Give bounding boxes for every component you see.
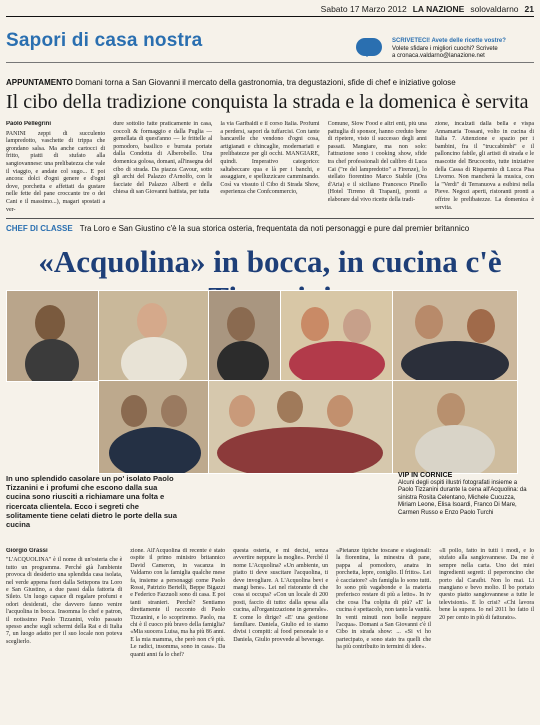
- header-paper: LA NAZIONE: [412, 4, 465, 14]
- story2-kicker-text: Tra Loro e San Giustino c'è la sua storica osteria, frequentata da noti personaggi e pure dal premier britannico: [79, 224, 470, 233]
- photo-guest-6: [98, 380, 210, 474]
- story1-body: [6, 121, 534, 213]
- page-header: [6, 4, 534, 16]
- photo-guest-1: [6, 290, 100, 382]
- section-rule: [6, 62, 534, 63]
- story1-kicker: [6, 78, 456, 87]
- photo-guest-2: [98, 290, 210, 382]
- header-rule: [6, 16, 534, 17]
- header-date: Sabato 17 Marzo 2012: [320, 4, 407, 14]
- header-edition: solovaldarno: [470, 4, 519, 14]
- story2-body: [6, 548, 534, 720]
- story2-kicker: [6, 224, 469, 233]
- story1-column-4: Comune, Slow Food e altri enti, più una pattuglia di sponsor, hanno creduto bene di ripetere, visto il successo degli anni passati. Mangiare, ma non solo: l'attrazione sono i cooking show, sfide tra chef professionali del calibro di Luca Cai ("re del lampredotto" a Firenze), lo stellato fiorentino Marco Stabile (Ora d'Aria) e il siciliano Francesco Pinello (Hotel Tirreno di Trapani), pronti a elaborare dal vivo ricette della tradi-: [327, 121, 427, 203]
- vip-caption-text: Alcuni degli ospiti illustri fotografati insieme a Paolo Tizzanini durante la cena all'Acquolina: da sinistra Rosita Celentano, Michele Cucuzza, Miriam Leone, Elisa Isoardi, Franco Di Mare, Carmen Russo e Enzo Paolo Turchi: [398, 479, 527, 516]
- story2-lead: In uno splendido casolare un po' isolato Paolo Tizzanini e i profumi che escono dalla sua cucina sono riusciti a richiamare una folta e ricercata clientela. Ecco i segreti che solitamente tiene celati dietro le porte della sua cucina: [6, 474, 177, 530]
- section-title: Sapori di casa nostra: [6, 30, 203, 51]
- photo-guest-4: [280, 290, 394, 382]
- story1-column-5: zione, incalzati dalla bella e vispa Annamaria Tossani, volto in cucina di Italia 7. Attenzione e spazio per i bambini, fra il "truccabimbi" e il palloncino fabile, gli artisti di strada e le mascotte del Brucocotto, tutte iniziative della Cassa di Risparmio di Lucca Pisa Livorno. Non mancherà la musica, con la "Verdi" di Terranuova a esibirsi nella Pieve. Negozi aperti, ristoranti pronti a offrire le prelibatezze. La domenica è servita.: [434, 121, 534, 211]
- vip-caption-box: [398, 472, 534, 517]
- contact-line-2: Volete sfidare i migliori cuochi? Scrivete: [392, 45, 498, 52]
- story2-column-5: «Il pollo, fatto in tutti i modi, e lo stufato alla sangiovannese. Da me è sempre nella carta. Uno dei miei ingredienti segreti: il peperoncino che porto dal Caraibi. Non lo mai. Li mangiano e bevo molto. Il bo portato questo piatto sangiovannese a tutte le televisioni». E lo crisi? «Chi lavora bene la supera. Io nel 2011 ho fatto il 20 per cento in più di fatturato».: [439, 548, 534, 621]
- story1-headline: Il cibo della tradizione conquista la strada e la domenica è servita: [6, 91, 529, 113]
- story2-byline: Giorgio Grassi: [6, 548, 48, 554]
- story1-kicker-label: APPUNTAMENTO: [6, 78, 73, 87]
- story2-headline: «Acquolina» in bocca, in cucina c'è: [38, 244, 502, 279]
- header-page-number: 21: [524, 4, 534, 14]
- story2-column-1: [6, 548, 122, 720]
- story2-column-4: «Pietanze tipiche toscane e stagionali: la fiorentina, la minestra di pane, pappa al pomodoro, anatra in porchetta, lepre, coniglio. Il fritto». Lei è cacciatore? «In famiglia lo sono tutti. Io sono più vagabonde e la materia preferisco restare di più a letto». In tv che cosa l'ha colpita di più? «E' la cucina è spettacolo, non tanto la vanità. In venti minuti non bolle neppure l'acqua». Domani a San Giovanni c'è il Cibo in strada show: ... «Si vi ho partecipato, e sono stato tra quelli che ha più contribuito in termini di idee».: [336, 548, 432, 651]
- story2-column-3: questa osteria, e mi decisi, senza avvertire neppure la moglie». Perché il nome L'Acquolina? «Un ambiente, un piatto ti deve suscitare l'acquolina, ti deve invogliare. A L'Acquolina bevi e mangi bene». Lei nel ristorante di che cosa si occupa? «Con un locale di 200 posti, faccio di tutto: dalla spesa alla cucina, all'organizzazione in generale». E come lo dirige? «E' una gestione familiare. Daniela, Giulio ed io siamo divisi i compiti: al food personale io e Daniela, Giulio provvede al beverage.: [233, 548, 329, 643]
- story1-column-2: dure sottolio fatte praticamente in casa, coccoli & formaggio e dalla Puglia — gemellata di quest'anno — le frittelle al pomodoro, basilico e burrata portate dalla Condotta di Alberobello. Una domenica golosa, domani, all'insegna del cibo di strada. Da piazza Cavour, sotto gli archi del Palazzo d'Arnolfo, con le facciate del Palazzo Alberti e della chiesa di san Giovanni battista, per tutta: [113, 121, 213, 196]
- vip-caption-title: VIP IN CORNICE: [398, 472, 453, 479]
- story1-kicker-text: Domani torna a San Giovanni il mercato della gastronomia, tra degustazioni, sfide di chef e iniziative golose: [75, 78, 456, 87]
- photo-collage: [6, 290, 516, 472]
- story2-column-1-text: "L'ACQUOLINA" è il nome di un'osteria che è tutto un programma. Perché già l'ambiente provoca di desiderio una splendida casa isolata, nel verde appena fuori dalla Settepons tra Loro e San Giustino, a due passi dalla fattoria di Sileto. Un luogo capace di regalare profumi e odori desiderati, che davvero fanno venire l'acquolina in bocca. Insomma lo chef e patron, il notissimo Paolo Tizzanini, volto passato spesso anche sugli schermi della Rai e di Italia 7, un luogo adatto per il suo locale non poteva sceglierlo.: [6, 557, 123, 645]
- story2-column-2: zione. All'Acquolina di recente è stato ospite il primo ministro britannico David Cameron, in vacanza in Valdarno con la famiglia qualche mese fa, insieme a personaggi come Paolo Rossi, Patrizio Bertelli, Beppe Bigazzi e Federico Fazzuoli sono di casa. E poi tanti stranieri. Perché? Sentiamo direttamente il racconto di Paolo Tizzanini, e lo scopriremo. Paolo, ma chi è il cuoco più bravo della famiglia? «Mia suocera Luisa, ma ha più 86 anni. E la mia mamma, che però non c'è più. Le radici, insomma, sono in casa». Da quanti anni fa lo chef?: [130, 548, 226, 658]
- story2-kicker-label: CHEF DI CLASSE: [6, 224, 73, 233]
- contact-email: a cronaca.valdarno@lanazione.net: [392, 53, 485, 59]
- story1-byline: Paolo Pellegrini: [6, 121, 52, 127]
- photo-guest-5: [392, 290, 518, 382]
- speech-bubble-icon: [356, 38, 382, 56]
- photo-guest-7: [208, 380, 394, 474]
- story1-column-1-text: PANINI zeppi di succulento lampredotto, vaschette di trippa che grondano salsa. Ma anche cartocci di fritto, piatti di stufato alla sangiovannese: una prelibatezza che vale il viaggio, e andate col sugo... E poi ancora: dolci d'ogni genere e d'ogni dove, porchetta e affettati da gustare nelle fette del pane croccante tre o dei Cani e il massimo...), magari spostati a ver-: [6, 130, 106, 213]
- story1-column-3: la via Garibaldi e il corso Italia. Profumi a perdersi, sapori da tuffarcisi. Con tante bancarelle che vendono d'ogni cosa, artigianati e chincaglie, modernariati e prelibatezze per gli occhi. MANGIARE, quindi. Imperativo categorico: saltabeccare qua e là per i banchi, e assaggiare, e spelluzzicare camminando. Così va vissuto il Cibo di Strada Show, esperienza che Confcommercio,: [220, 121, 320, 196]
- photo-guest-3: [208, 290, 282, 382]
- photo-guest-8: [392, 380, 518, 474]
- contact-line-1: SCRIVETECI! Avete delle ricette vostre?: [392, 38, 506, 44]
- story1-column-1: [6, 121, 105, 213]
- story-divider: [6, 218, 534, 219]
